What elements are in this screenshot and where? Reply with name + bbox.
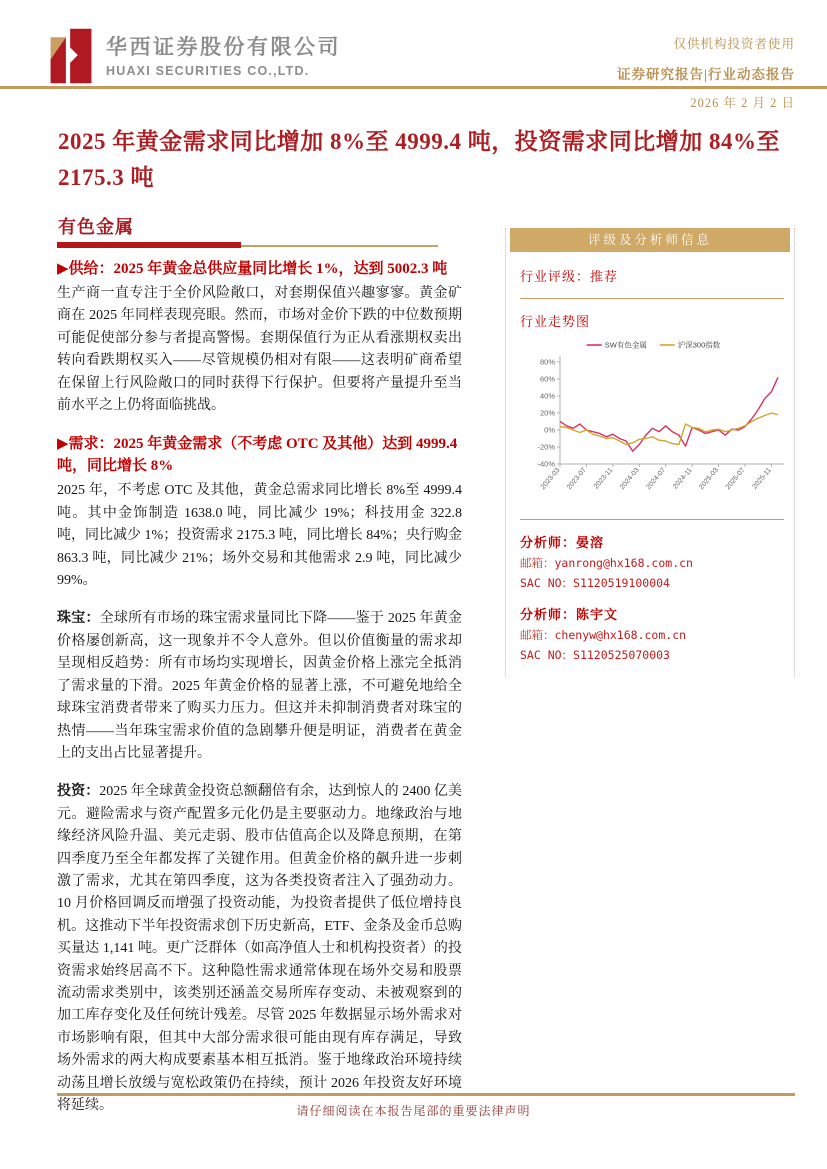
report-type: 证券研究报告|行业动态报告 bbox=[617, 67, 795, 82]
header bbox=[0, 0, 827, 110]
svg-text:2023-07: 2023-07 bbox=[566, 466, 588, 491]
jewelry-paragraph-lead: 珠宝： bbox=[57, 611, 100, 627]
supply-section-body: 生产商一直专注于全价风险敞口，对套期保值兴趣寥寥。黄金矿商在 2025 年同样表现亮眼。然而，市场对金价下跌的中位数预期可能促使部分参与者提高警惕。套期保值行为正从看涨期权卖出转向看跌期权买入——尽管规模仍相对有限——这表明矿商希望在保留上行风险敞口的同时获得下行保护。但要将产量提升至当前水平之上仍将面临挑战。 bbox=[57, 286, 462, 414]
email-label: 邮箱： bbox=[520, 558, 555, 570]
industry-label: 有色金属 bbox=[58, 217, 134, 237]
svg-text:2023-11: 2023-11 bbox=[592, 466, 615, 491]
report-title: 2025 年黄金需求同比增加 8%至 4999.4 吨，投资需求同比增加 84%至 2175.3 吨 bbox=[58, 129, 780, 190]
jewelry-paragraph-body: 全球所有市场的珠宝需求量同比下降——鉴于 2025 年黄金价格屡创新高，这一现象并不令人意外。但以价值衡量的需求却呈现相反趋势：所有市场均实现增长，因黄金价格上涨完全抵消了需求量的下滑。2025 年黄金价格的显著上涨，不可避免地给全球珠宝消费者带来了购买力压力。但这并未抑制消费者对珠宝的热情——当年珠宝需求价值的急剧攀升便是明证，消费者在黄金上的支出占比显著提升。 bbox=[57, 611, 463, 761]
svg-text:2025-03: 2025-03 bbox=[698, 466, 721, 491]
header-divider bbox=[0, 86, 827, 89]
report-body-column bbox=[57, 258, 462, 1117]
sidebar-divider bbox=[520, 298, 784, 299]
industry-trend-chart bbox=[520, 334, 790, 506]
demand-section-heading: ▶需求：2025 年黄金需求（不考虑 OTC 及其他）达到 4999.4 吨，同比增长 8% bbox=[57, 436, 458, 475]
email-value: chenyw@hx168.com.cn bbox=[554, 628, 687, 642]
svg-text:2023-03: 2023-03 bbox=[539, 466, 562, 491]
analyst-email bbox=[520, 555, 784, 571]
investment-paragraph-body: 2025 年全球黄金投资总额翻倍有余，达到惊人的 2400 亿美元。避险需求与资产配置多元化仍是主要驱动力。地缘政治与地缘经济风险升温、美元走弱、股市估值高企以及降息预期，在第四季度乃至全年都发挥了关键作用。但黄金价格的飙升进一步刺激了需求，尤其在第四季度，这为各类投资者注入了强劲动力。10 月价格回调反而增强了投资动能，为投资者提供了低位增持良机。这推动下半年投资需求创下历史新高，ETF、金条及金币总购买量达 1,141 吨。更广泛群体（如高净值人士和机构投资者）的投资需求始终居高不下。这种隐性需求通常体现在场外交易和股票流动需求类别中，该类别还涵盖交易所库存变动、未被观察到的加工库存变化及任何统计残差。尽管 2025 年数据显示场外需求对市场影响有限，但其中大部分需求很可能由现有库存满足，导致场外需求的两大构成要素基本相互抵消。鉴于地缘政治环境持续动荡且增长放缓与宽松政策仍在持续，预计 2026 年投资友好环境将延续。 bbox=[57, 784, 463, 1113]
audience-note: 仅供机构投资者使用 bbox=[673, 37, 795, 51]
svg-text:SW有色金属: SW有色金属 bbox=[604, 340, 647, 350]
report-date: 2026 年 2 月 2 日 bbox=[690, 96, 795, 110]
svg-text:80%: 80% bbox=[539, 357, 555, 367]
email-value: yanrong@hx168.com.cn bbox=[554, 556, 693, 570]
industry-underline bbox=[57, 242, 438, 249]
huaxi-logo bbox=[48, 28, 341, 84]
industry-underline-gold bbox=[241, 245, 438, 247]
analyst-sac-no: SAC NO：S1120525070003 bbox=[520, 648, 670, 662]
industry-rating: 行业评级：推荐 bbox=[520, 269, 619, 284]
industry-trend-chart-title: 行业走势图 bbox=[520, 314, 591, 329]
analyst-name: 分析师：晏溶 bbox=[520, 535, 605, 550]
svg-text:沪深300指数: 沪深300指数 bbox=[677, 340, 721, 350]
footer-disclaimer: 请仔细阅读在本报告尾部的重要法律声明 bbox=[296, 1104, 531, 1118]
investment-paragraph bbox=[57, 781, 462, 1117]
svg-text:2025-07: 2025-07 bbox=[724, 466, 747, 491]
rating-analyst-panel bbox=[505, 228, 795, 676]
svg-text:2025-11: 2025-11 bbox=[751, 466, 773, 491]
analyst-email bbox=[520, 627, 784, 643]
huaxi-logo-icon bbox=[48, 28, 94, 84]
company-name-cn: 华西证券股份有限公司 bbox=[106, 35, 341, 59]
svg-text:-20%: -20% bbox=[537, 442, 555, 452]
email-label: 邮箱： bbox=[520, 630, 555, 642]
supply-section-heading: ▶供给：2025 年黄金总供应量同比增长 1%，达到 5002.3 吨 bbox=[57, 261, 448, 277]
svg-text:-40%: -40% bbox=[537, 459, 555, 469]
sidebar-divider bbox=[520, 519, 784, 520]
analyst-block bbox=[520, 604, 784, 663]
svg-text:0%: 0% bbox=[544, 425, 555, 435]
svg-text:40%: 40% bbox=[539, 391, 555, 401]
svg-text:2024-11: 2024-11 bbox=[672, 466, 694, 491]
investment-paragraph-lead: 投资： bbox=[57, 784, 100, 800]
panel-title: 评级及分析师信息 bbox=[510, 228, 790, 252]
svg-text:20%: 20% bbox=[539, 408, 555, 418]
svg-text:2024-03: 2024-03 bbox=[618, 466, 641, 491]
analyst-name: 分析师：陈宇文 bbox=[520, 607, 619, 622]
svg-text:60%: 60% bbox=[539, 374, 555, 384]
industry-underline-red bbox=[57, 242, 241, 248]
jewelry-paragraph bbox=[57, 608, 462, 765]
demand-section-body: 2025 年，不考虑 OTC 及其他，黄金总需求同比增长 8%至 4999.4 吨。其中金饰制造 1638.0 吨，同比减少 19%；科技用金 322.8 吨，同比减少 1%；投资需求 2175.3 吨，同比增长 84%；央行购金 863.3 吨，同比减少 21%；场外交易和其他需求 2.9 吨，同比减少 99%。 bbox=[57, 483, 462, 589]
company-name-en: HUAXI SECURITIES CO.,LTD. bbox=[106, 63, 310, 78]
analyst-block bbox=[520, 532, 784, 591]
footer-divider bbox=[57, 1093, 795, 1096]
analyst-sac-no: SAC NO：S1120519100004 bbox=[520, 576, 670, 590]
svg-text:2024-07: 2024-07 bbox=[645, 466, 668, 491]
